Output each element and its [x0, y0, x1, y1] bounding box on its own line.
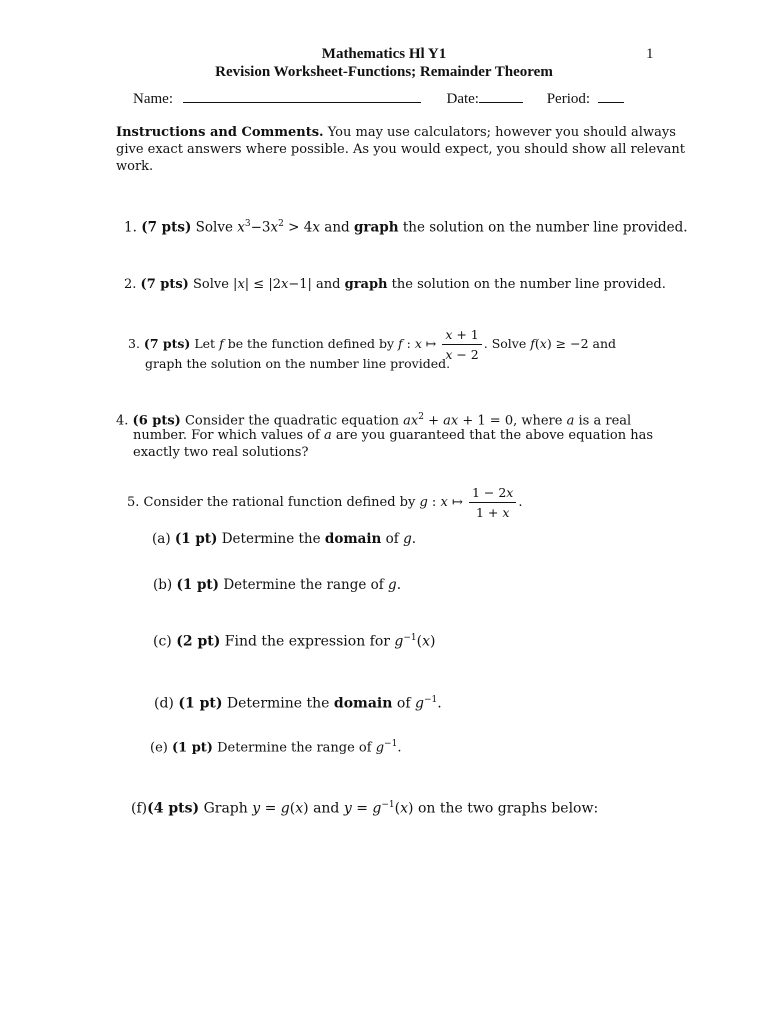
question-5b: (b) (1 pt) Determine the range of g. — [153, 577, 401, 593]
question-1: 1. (7 pts) Solve $x^3-3x^2 > 4x$ and graph the solution on the number line provided. — [124, 219, 688, 236]
name-blank — [183, 90, 421, 103]
question-4-line-1: 4. (6 pts) Consider the quadratic equation $ax^2$ + ax + 1 = 0, where a is a real — [116, 412, 632, 429]
question-5e: (e) (1 pt) Determine the range of $g^{-1}$. — [150, 739, 402, 756]
question-2: 2. (7 pts) Solve |x| ≤ |2x−1| and graph the solution on the number line provided. — [124, 277, 666, 292]
instructions-line-2: give exact answers where possible. As you would expect, you should show all relevant — [116, 142, 685, 157]
course-title: Mathematics Hl Y1 — [321, 46, 447, 62]
question-4-line-3: exactly two real solutions? — [133, 445, 309, 460]
question-5f: (f)(4 pts) Graph y = g(x) and $y = g^{-1}(x)$ on the two graphs below: — [131, 800, 599, 817]
instructions-line-1: Instructions and Comments. You may use calculators; however you should always — [116, 125, 676, 140]
instructions-heading: Instructions and Comments. — [116, 125, 324, 140]
question-3-line-2: graph the solution on the number line provided. — [145, 356, 451, 371]
question-5-intro: 5. Consider the rational function defined by g : x ↦ $\frac{1 - 2x}{1 + x}$ . — [127, 485, 523, 520]
question-5c: (c) (2 pt) Find the expression for $g^{-1}(x)$ — [153, 633, 436, 650]
worksheet-subtitle: Revision Worksheet-Functions; Remainder Theorem — [215, 64, 553, 80]
question-5d: (d) (1 pt) Determine the domain of $g^{-1}$. — [154, 695, 442, 712]
q3-fraction: $\frac{x + 1}{x - 2}$ — [442, 326, 481, 363]
question-5a: (a) (1 pt) Determine the domain of g. — [152, 531, 417, 547]
period-label: Period: — [546, 91, 591, 107]
date-label: Date: — [446, 91, 479, 107]
date-blank — [479, 90, 523, 103]
q5-fraction: $\frac{1 - 2x}{1 + x}$ — [469, 484, 516, 521]
instructions-line-3: work. — [116, 159, 154, 174]
question-4-line-2: number. For which values of a are you guaranteed that the above equation has — [133, 428, 654, 443]
header-fields — [133, 90, 624, 108]
question-3-line-1: 3. (7 pts) Let f be the function defined by f : x ↦ $\frac{x + 1}{x - 2}$ . Solve f(x) ≥ −2 and — [128, 327, 617, 362]
period-blank — [598, 90, 624, 103]
page-number: 1 — [646, 46, 654, 62]
name-label: Name: — [133, 91, 173, 107]
